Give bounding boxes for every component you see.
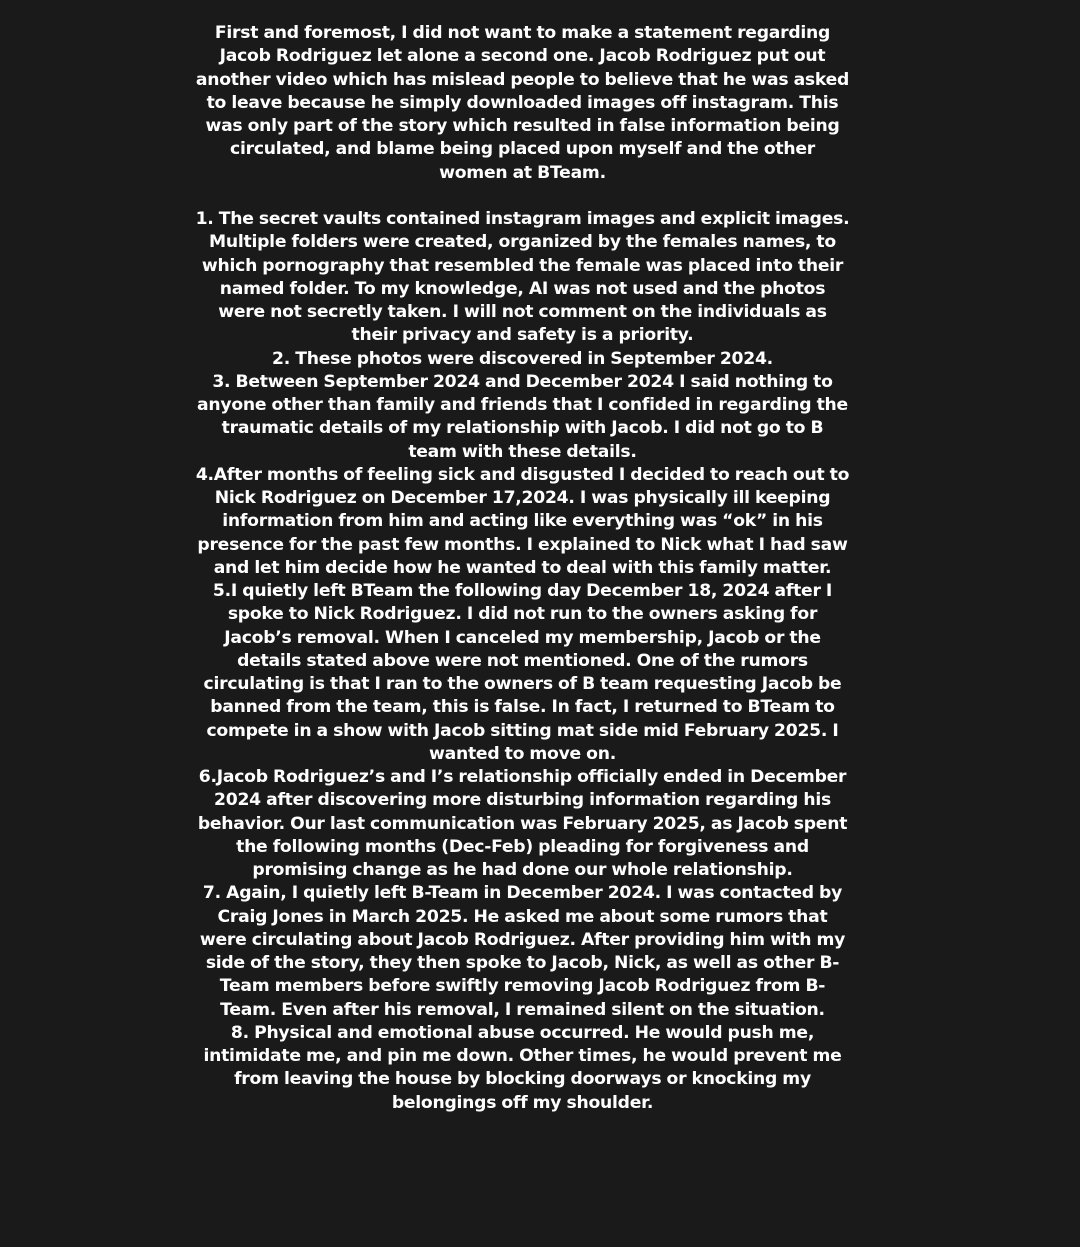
statement-point-1: 1. The secret vaults contained instagram images and explicit images. Multiple folders were created, organized by the females names, to which pornography that resembled the female was placed into their named folder. To my knowledge, AI was not used and the photos were not secretly taken. I will not comment on the individuals as their privacy and safety is a priority. bbox=[195, 209, 850, 346]
statement-point-8: 8. Physical and emotional abuse occurred. He would push me, intimidate me, and pin me down. Other times, he would prevent me from leaving the house by blocking doorways or knocking my belongings off my shoulder. bbox=[203, 1022, 842, 1113]
statement-text-block bbox=[195, 22, 850, 1115]
statement-point-5: 5.I quietly left BTeam the following day December 18, 2024 after I spoke to Nick Rodriguez. I did not run to the owners asking for Jacob’s removal. When I canceled my membership, Jacob or the details stated above were not mentioned. One of the rumors circulating is that I ran to the owners of B team requesting Jacob be banned from the team, this is false. In fact, I returned to BTeam to compete in a show with Jacob sitting mat side mid February 2025. I wanted to move on. bbox=[203, 581, 842, 764]
statement-point-7: 7. Again, I quietly left B-Team in December 2024. I was contacted by Craig Jones in March 2025. He asked me about some rumors that were circulating about Jacob Rodriguez. After providing him with my side of the story, they then spoke to Jacob, Nick, as well as other B-Team members before swiftly removing Jacob Rodriguez from B-Team. Even after his removal, I remained silent on the situation. bbox=[199, 883, 846, 1020]
statement-point-3: 3. Between September 2024 and December 2024 I said nothing to anyone other than family and friends that I confided in regarding the traumatic details of my relationship with Jacob. I did not go to B team with these details. bbox=[197, 371, 848, 462]
statement-point-4: 4.After months of feeling sick and disgusted I decided to reach out to Nick Rodriguez on December 17,2024. I was physically ill keeping information from him and acting like everything was “ok” in his presence for the past few months. I explained to Nick what I had saw and let him decide how he wanted to deal with this family matter. bbox=[195, 464, 850, 578]
statement-point-6: 6.Jacob Rodriguez’s and I’s relationship officially ended in December 2024 after discovering more disturbing information regarding his behavior. Our last communication was February 2025, as Jacob spent the following months (Dec-Feb) pleading for forgiveness and promising change as he had done our whole relationship. bbox=[197, 767, 848, 880]
statement-intro-paragraph: First and foremost, I did not want to make a statement regarding Jacob Rodriguez let alone a second one. Jacob Rodriguez put out another video which has mislead people to believe that he was asked to leave because he simply downloaded images off instagram. This was only part of the story which resulted in false information being circulated, and blame being placed upon myself and the other women at BTeam. bbox=[195, 23, 850, 183]
statement-point-2: 2. These photos were discovered in September 2024. bbox=[272, 348, 773, 369]
